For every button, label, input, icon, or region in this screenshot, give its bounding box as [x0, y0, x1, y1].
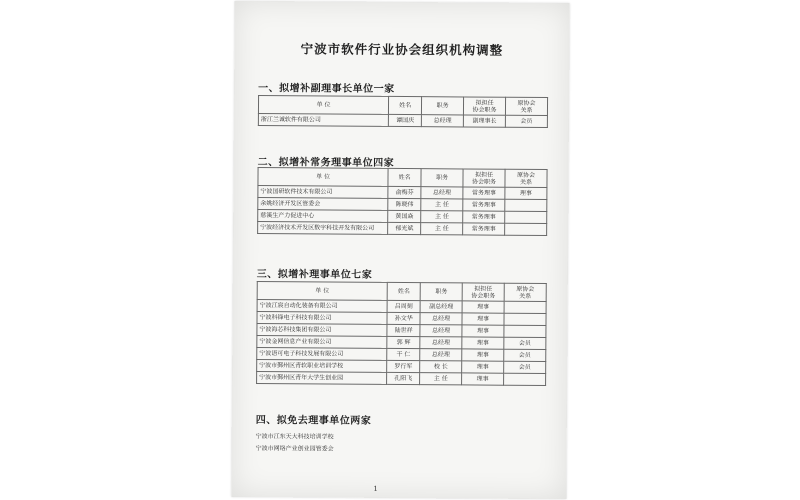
cell-name: 吕周刻 — [387, 300, 420, 312]
cell-name: 谭国庆 — [389, 114, 422, 126]
page-number: 1 — [373, 484, 378, 493]
cell-proposed: 理事 — [462, 301, 504, 313]
cell-duty: 主 任 — [421, 199, 463, 211]
col-header-proposed: 拟担任 协会职务 — [464, 97, 506, 115]
cell-name: 郁光斌 — [388, 222, 421, 234]
col-header-unit: 单 位 — [258, 168, 388, 187]
col-header-proposed: 拟担任 协会职务 — [463, 169, 505, 187]
cell-unit: 慈溪生产力促进中心 — [258, 210, 388, 223]
col-header-duty: 职务 — [420, 283, 462, 301]
cell-relation — [504, 325, 546, 337]
cell-unit: 浙江兰诚软件有限公司 — [258, 114, 388, 127]
standing-director-table — [257, 167, 547, 236]
col-header-relation: 原协会 关系 — [504, 283, 546, 301]
cell-name: 罗行军 — [387, 360, 420, 372]
director-table — [256, 281, 547, 386]
list-item: 宁波市江东天大科技培训学校 — [255, 432, 334, 441]
cell-duty: 总经理 — [420, 313, 462, 325]
cell-duty: 总经理 — [420, 349, 462, 361]
cell-unit: 宁波市鄞州区青软职业培训学校 — [257, 359, 387, 372]
cell-unit: 宁波市鄞州区青年大学生创业园 — [257, 371, 387, 384]
document-page — [231, 1, 569, 499]
cell-relation: 会员 — [504, 337, 546, 349]
cell-relation: 会员 — [504, 361, 546, 373]
cell-relation: 会员 — [504, 349, 546, 361]
document-title: 宁波市软件行业协会组织机构调整 — [300, 41, 504, 58]
cell-relation — [505, 199, 547, 211]
table-header-row — [257, 282, 546, 302]
section-1-heading: 一、拟增补副理事长单位一家 — [258, 83, 395, 95]
cell-unit: 宁波金网信息产业有限公司 — [257, 335, 387, 348]
section-3-heading: 三、拟增补理事单位七家 — [256, 268, 373, 281]
table-row — [257, 371, 546, 385]
cell-name: 干 仁 — [387, 348, 420, 360]
cell-relation — [504, 301, 546, 313]
cell-unit: 宁波经济技术开发区数字科技开发有限公司 — [258, 222, 388, 235]
col-header-proposed: 拟担任 协会职务 — [462, 283, 504, 301]
cell-unit: 宁波海芯科技集团有限公司 — [257, 323, 387, 336]
cell-duty: 副总经理 — [420, 301, 462, 313]
col-header-relation: 原协会 关系 — [505, 97, 547, 115]
col-header-duty: 职务 — [421, 169, 463, 187]
cell-name: 郭 辉 — [387, 336, 420, 348]
cell-proposed: 常务理事 — [463, 199, 505, 211]
cell-duty: 校 长 — [420, 361, 462, 373]
cell-unit: 宁波国研软件技术有限公司 — [258, 186, 388, 199]
cell-duty: 总经理 — [420, 325, 462, 337]
col-header-unit: 单 位 — [258, 96, 388, 115]
col-header-name: 姓名 — [388, 168, 421, 186]
col-header-name: 姓名 — [389, 96, 422, 114]
cell-duty: 总经理 — [420, 337, 462, 349]
col-header-relation: 原协会 关系 — [505, 169, 547, 187]
withdraw-list — [256, 431, 334, 456]
cell-unit: 宁波科锋电子科技有限公司 — [257, 312, 387, 325]
section-4-heading: 四、拟免去理事单位两家 — [255, 414, 372, 427]
cell-relation: 会员 — [505, 115, 547, 127]
list-item: 宁波市网络产业创业园管委会 — [255, 444, 334, 453]
cell-name: 俞梅芬 — [388, 186, 421, 198]
cell-relation — [505, 223, 547, 235]
cell-relation — [505, 211, 547, 223]
cell-duty: 主 任 — [421, 211, 463, 223]
vice-chairman-table — [258, 95, 548, 128]
cell-proposed: 理事 — [462, 373, 504, 385]
cell-proposed: 常务理事 — [463, 223, 505, 235]
cell-name: 陆世祥 — [387, 324, 420, 336]
cell-proposed: 常务理事 — [463, 211, 505, 223]
cell-relation — [504, 313, 546, 325]
table-row — [258, 222, 547, 236]
table-row — [258, 114, 547, 128]
cell-unit: 宁波江宸自动化装备有限公司 — [257, 300, 387, 313]
table-header-row — [258, 168, 547, 188]
cell-relation — [504, 373, 546, 385]
table-header-row — [258, 96, 547, 116]
cell-duty: 总经理 — [422, 115, 464, 127]
cell-proposed: 常务理事 — [463, 187, 505, 199]
cell-name: 陈晓伟 — [388, 198, 421, 210]
cell-relation: 理事 — [505, 187, 547, 199]
col-header-duty: 职务 — [422, 97, 464, 115]
cell-name: 黄国焱 — [388, 210, 421, 222]
col-header-unit: 单 位 — [257, 282, 387, 301]
cell-proposed: 理事 — [462, 361, 504, 373]
cell-proposed: 理事 — [462, 349, 504, 361]
cell-duty: 主 任 — [421, 223, 463, 235]
cell-proposed: 理事 — [462, 337, 504, 349]
cell-proposed: 理事 — [462, 325, 504, 337]
col-header-name: 姓名 — [387, 282, 420, 300]
cell-unit: 余姚经济开发区管委会 — [258, 198, 388, 211]
cell-name: 孙文华 — [387, 312, 420, 324]
cell-duty: 主 任 — [420, 373, 462, 385]
section-2-heading: 二、拟增补常务理事单位四家 — [257, 157, 395, 169]
cell-proposed: 理事 — [462, 313, 504, 325]
cell-proposed: 副理事长 — [464, 115, 506, 127]
cell-unit: 宁波语可电子科技发展有限公司 — [257, 347, 387, 360]
cell-duty: 总经理 — [421, 187, 463, 199]
cell-name: 孔阳飞 — [387, 372, 420, 384]
